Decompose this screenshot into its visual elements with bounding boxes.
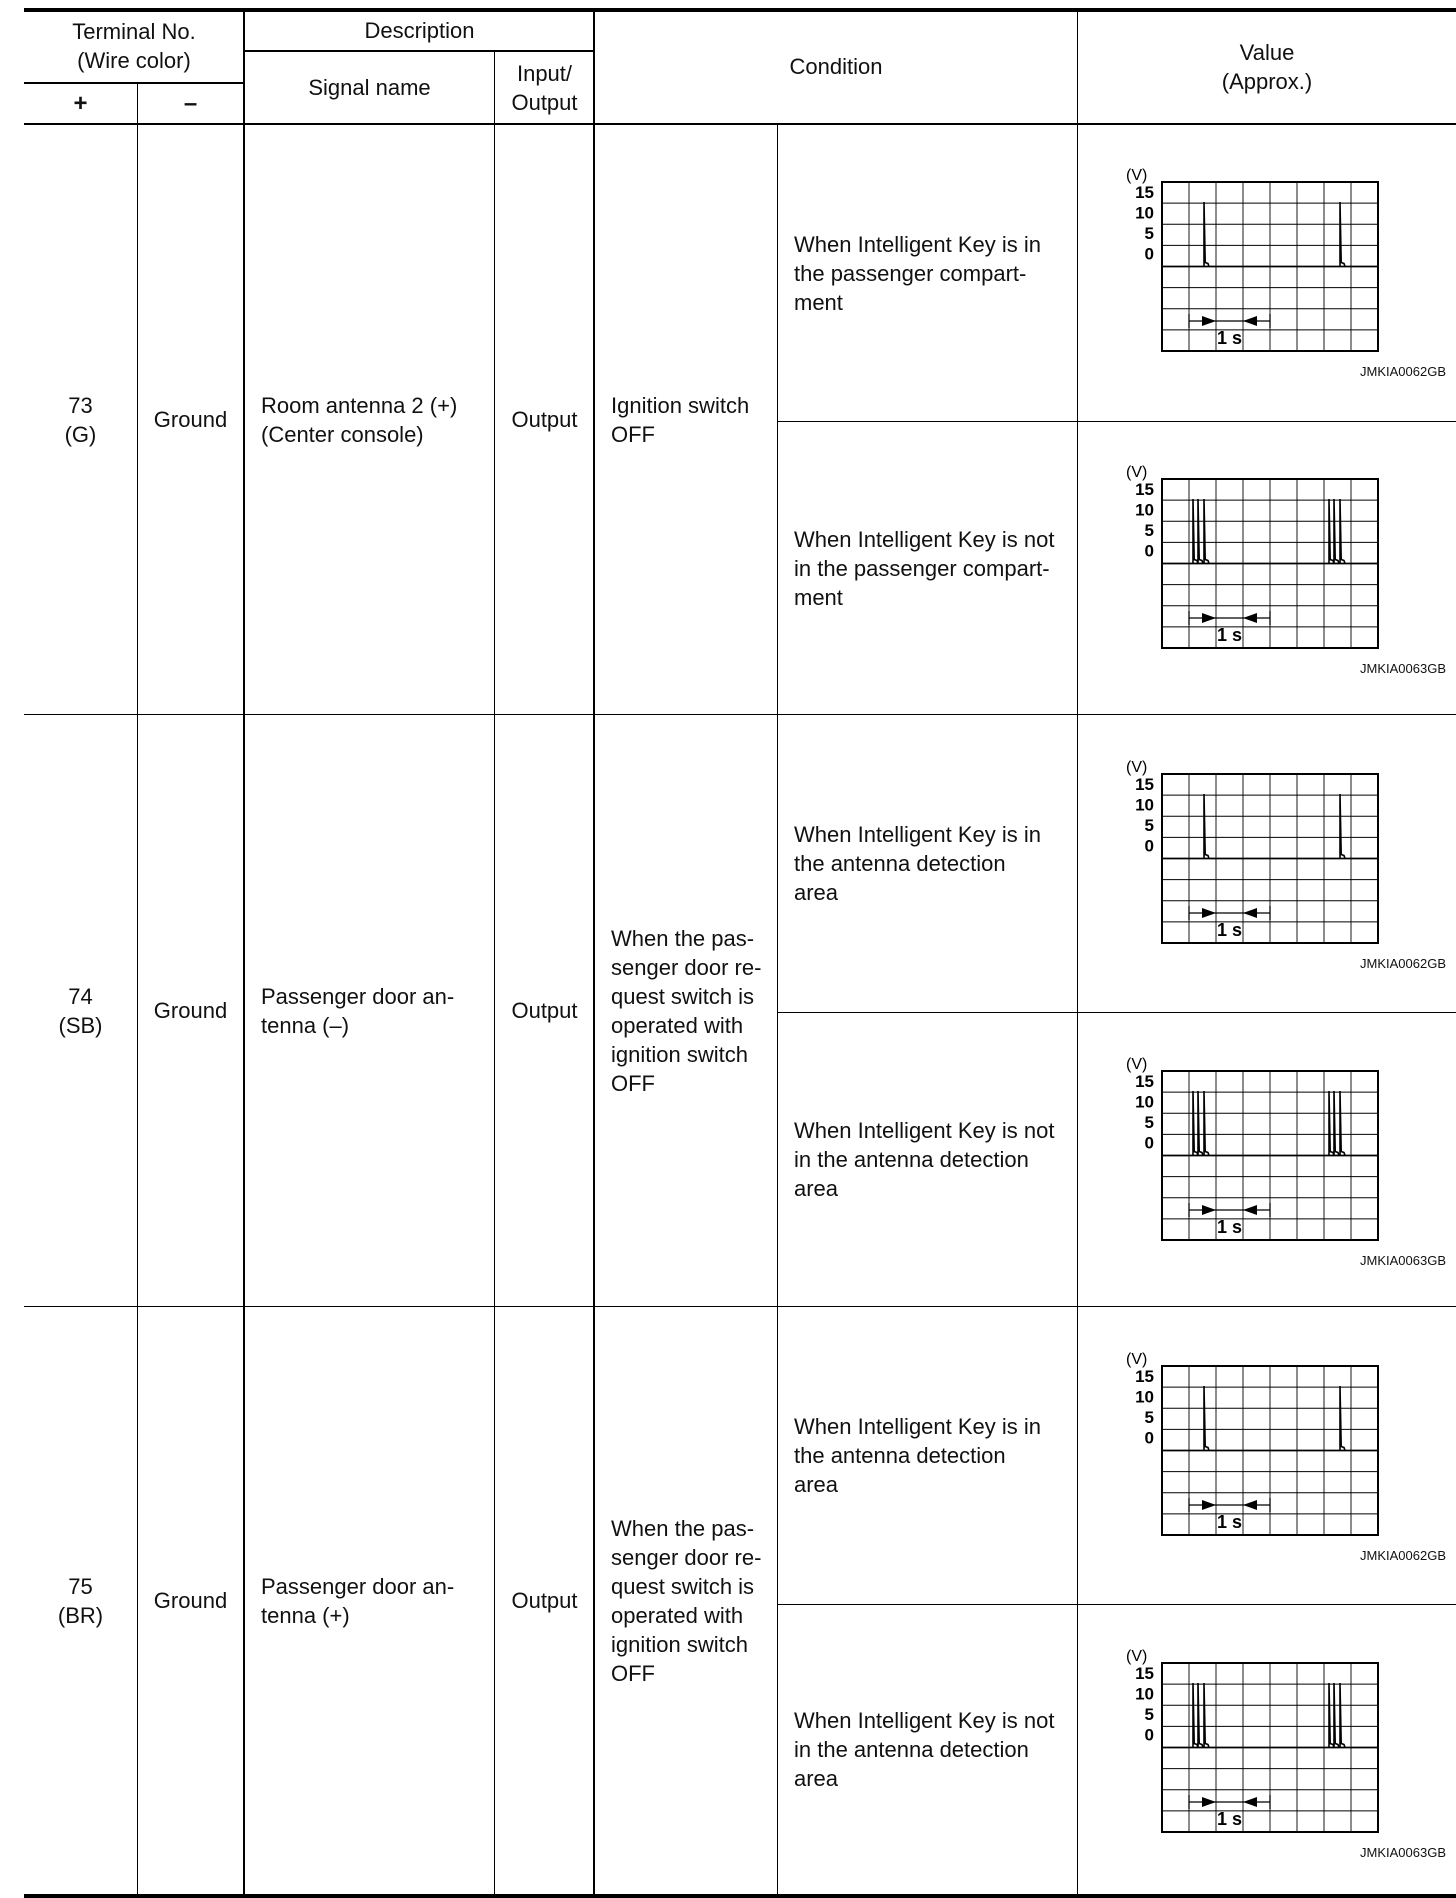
y-tick-label: 10 bbox=[1135, 1684, 1154, 1704]
terminal-cell: 73 (G) bbox=[64, 392, 97, 447]
waveform-pulse bbox=[1340, 1386, 1345, 1451]
oscilloscope-svg bbox=[1126, 168, 1382, 352]
unit-label: (V) bbox=[1126, 1649, 1148, 1665]
time-scale-label: 1 s bbox=[1216, 1809, 1243, 1829]
y-tick-label: 0 bbox=[1144, 541, 1154, 561]
waveform-pulse bbox=[1340, 794, 1345, 859]
y-tick-label: 5 bbox=[1144, 1408, 1154, 1427]
y-tick-label: 10 bbox=[1135, 500, 1154, 520]
header-terminal-no: Terminal No. (Wire color) bbox=[72, 19, 196, 73]
waveform-pulse bbox=[1334, 1091, 1339, 1156]
waveform-pulse bbox=[1340, 1091, 1345, 1156]
waveform-figure bbox=[1126, 1352, 1382, 1541]
io-cell: Output bbox=[511, 998, 578, 1023]
waveform-pulse bbox=[1340, 499, 1345, 564]
unit-label: (V) bbox=[1126, 1352, 1148, 1368]
y-tick-label: 5 bbox=[1144, 1705, 1154, 1724]
waveform-pulse bbox=[1198, 499, 1203, 564]
time-scale-label: 1 s bbox=[1216, 625, 1243, 645]
y-tick-label: 15 bbox=[1135, 775, 1154, 794]
waveform-figure bbox=[1126, 1057, 1382, 1246]
time-marker-arrow bbox=[1243, 1205, 1257, 1215]
y-tick-label: 0 bbox=[1144, 836, 1154, 856]
y-tick-label: 10 bbox=[1135, 1387, 1154, 1407]
header-description: Description bbox=[364, 17, 475, 43]
time-marker-arrow bbox=[1202, 1500, 1216, 1510]
header-condition: Condition bbox=[789, 54, 883, 79]
condition-cell: When the pas- senger door re- quest switch is operated with ignition switch OFF bbox=[611, 1515, 762, 1686]
io-cell: Output bbox=[511, 1588, 578, 1613]
waveform-pulse bbox=[1204, 499, 1209, 564]
header-value: Value (Approx.) bbox=[1221, 39, 1313, 94]
time-marker-arrow bbox=[1243, 1500, 1257, 1510]
condition-cell: Ignition switch OFF bbox=[611, 392, 750, 447]
subcondition-cell: When Intelligent Key is not in the passenger compart- ment bbox=[794, 526, 1055, 610]
time-scale-label: 1 s bbox=[1216, 1217, 1243, 1237]
waveform-pulse bbox=[1204, 794, 1209, 859]
y-tick-label: 10 bbox=[1135, 795, 1154, 815]
y-tick-label: 15 bbox=[1135, 1072, 1154, 1091]
figure-code: JMKIA0062GB bbox=[1360, 364, 1446, 379]
waveform-pulse bbox=[1334, 1683, 1339, 1748]
signal-name-cell: Room antenna 2 (+) (Center console) bbox=[261, 392, 458, 447]
y-tick-label: 15 bbox=[1135, 1664, 1154, 1683]
oscilloscope-svg bbox=[1126, 1057, 1382, 1241]
time-marker-arrow bbox=[1202, 613, 1216, 623]
unit-label: (V) bbox=[1126, 760, 1148, 776]
waveform-pulse bbox=[1204, 1683, 1209, 1748]
subcondition-cell: When Intelligent Key is not in the antenna detection area bbox=[794, 1118, 1055, 1201]
y-tick-label: 0 bbox=[1144, 1428, 1154, 1448]
time-marker-arrow bbox=[1202, 316, 1216, 326]
y-tick-label: 5 bbox=[1144, 1113, 1154, 1132]
io-cell: Output bbox=[511, 407, 578, 432]
time-marker-arrow bbox=[1202, 908, 1216, 918]
waveform-pulse bbox=[1204, 1386, 1209, 1451]
waveform-figure bbox=[1126, 168, 1382, 357]
waveform-pulse bbox=[1204, 1091, 1209, 1156]
y-tick-label: 0 bbox=[1144, 1133, 1154, 1153]
bottom-rule bbox=[24, 1894, 1456, 1898]
time-scale-label: 1 s bbox=[1216, 328, 1243, 348]
col-rule-value bbox=[1077, 10, 1078, 1896]
oscilloscope-svg bbox=[1126, 760, 1382, 944]
oscilloscope-svg bbox=[1126, 465, 1382, 649]
waveform-pulse bbox=[1334, 499, 1339, 564]
oscilloscope-svg bbox=[1126, 1649, 1382, 1833]
signal-name-cell: Passenger door an- tenna (–) bbox=[261, 983, 455, 1038]
time-marker-arrow bbox=[1243, 908, 1257, 918]
oscilloscope-svg bbox=[1126, 1352, 1382, 1536]
y-tick-label: 15 bbox=[1135, 1367, 1154, 1386]
subcondition-cell: When Intelligent Key is in the antenna detection area bbox=[794, 1414, 1042, 1497]
waveform-pulse bbox=[1204, 202, 1209, 267]
time-marker-arrow bbox=[1243, 613, 1257, 623]
subcondition-cell: When Intelligent Key is in the antenna detection area bbox=[794, 822, 1042, 905]
figure-code: JMKIA0063GB bbox=[1360, 1253, 1446, 1268]
ground-cell: Ground bbox=[153, 407, 228, 432]
figure-code: JMKIA0063GB bbox=[1360, 1845, 1446, 1860]
waveform-pulse bbox=[1340, 1683, 1345, 1748]
waveform-pulse bbox=[1340, 202, 1345, 267]
time-marker-arrow bbox=[1202, 1205, 1216, 1215]
subcondition-cell: When Intelligent Key is in the passenger compart- ment bbox=[794, 231, 1042, 315]
time-scale-label: 1 s bbox=[1216, 1512, 1243, 1532]
y-tick-label: 15 bbox=[1135, 480, 1154, 499]
y-tick-label: 5 bbox=[1144, 521, 1154, 540]
header-signal-name: Signal name bbox=[308, 75, 431, 100]
waveform-figure bbox=[1126, 465, 1382, 654]
y-tick-label: 0 bbox=[1144, 244, 1154, 264]
figure-code: JMKIA0063GB bbox=[1360, 661, 1446, 676]
header-minus: – bbox=[183, 89, 198, 117]
time-marker-arrow bbox=[1243, 316, 1257, 326]
header-plus: + bbox=[73, 89, 88, 117]
unit-label: (V) bbox=[1126, 168, 1148, 184]
time-scale-label: 1 s bbox=[1216, 920, 1243, 940]
figure-code: JMKIA0062GB bbox=[1360, 956, 1446, 971]
ground-cell: Ground bbox=[153, 1588, 228, 1613]
unit-label: (V) bbox=[1126, 1057, 1148, 1073]
figure-code: JMKIA0062GB bbox=[1360, 1548, 1446, 1563]
y-tick-label: 5 bbox=[1144, 224, 1154, 243]
header-input-output: Input/ Output bbox=[511, 60, 578, 115]
waveform-figure bbox=[1126, 1649, 1382, 1838]
y-tick-label: 10 bbox=[1135, 1092, 1154, 1112]
time-marker-arrow bbox=[1202, 1797, 1216, 1807]
y-tick-label: 10 bbox=[1135, 203, 1154, 223]
signal-name-cell: Passenger door an- tenna (+) bbox=[261, 1573, 455, 1628]
time-marker-arrow bbox=[1243, 1797, 1257, 1807]
terminal-cell: 75 (BR) bbox=[57, 1573, 104, 1628]
subcondition-cell: When Intelligent Key is not in the antenna detection area bbox=[794, 1708, 1055, 1791]
y-tick-label: 5 bbox=[1144, 816, 1154, 835]
y-tick-label: 15 bbox=[1135, 183, 1154, 202]
ground-cell: Ground bbox=[153, 998, 228, 1023]
waveform-figure bbox=[1126, 760, 1382, 949]
y-tick-label: 0 bbox=[1144, 1725, 1154, 1745]
waveform-pulse bbox=[1198, 1091, 1203, 1156]
unit-label: (V) bbox=[1126, 465, 1148, 481]
waveform-pulse bbox=[1198, 1683, 1203, 1748]
terminal-cell: 74 (SB) bbox=[58, 983, 103, 1038]
condition-cell: When the pas- senger door re- quest switch is operated with ignition switch OFF bbox=[611, 925, 762, 1096]
